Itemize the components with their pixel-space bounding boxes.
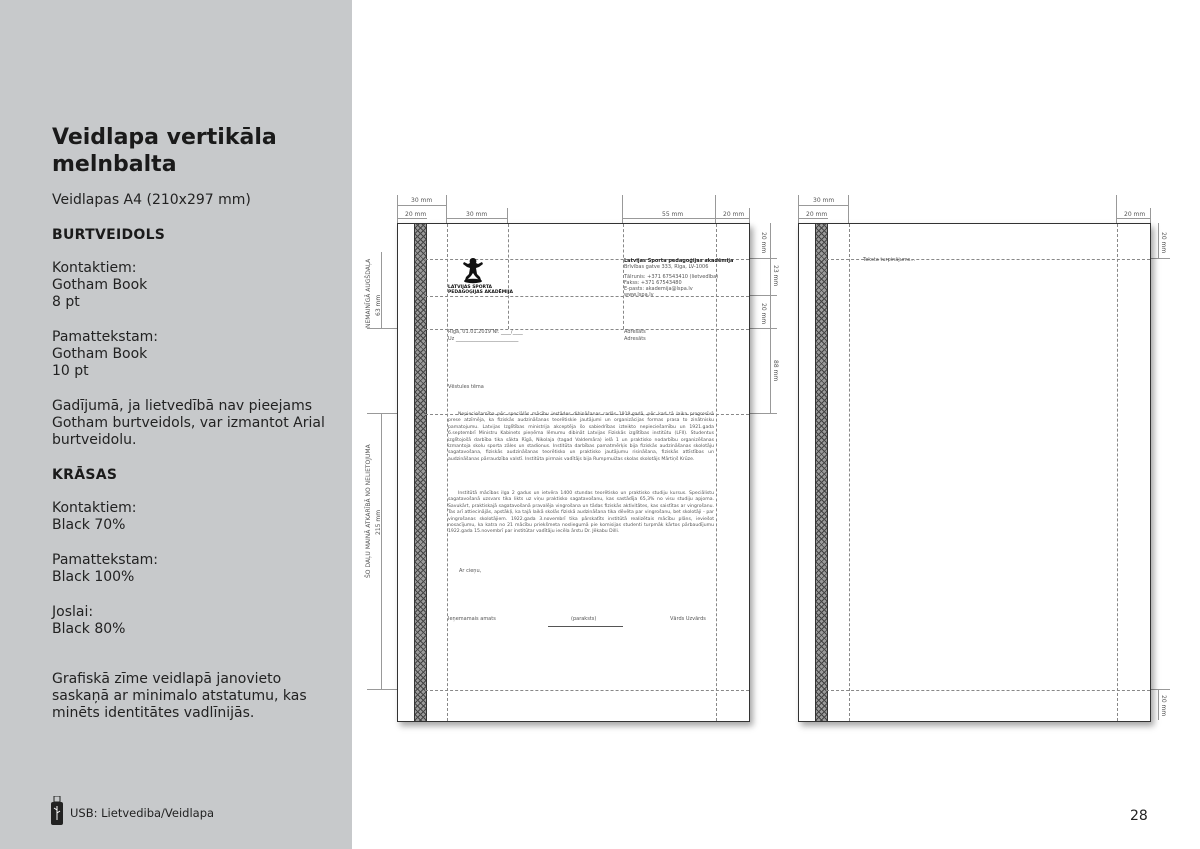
dim-line	[1116, 218, 1150, 219]
dim-tick	[749, 295, 777, 296]
dim-30mm-label: 30 mm	[813, 197, 835, 204]
usb-path-label: USB: Lietvediba/Veidlapa	[70, 806, 215, 820]
dim-20mm-label: 20 mm	[760, 232, 767, 254]
letter-paragraph-2: Institūtā mācības ilga 2 gadus un ietvēra 1400 stundas teorētisko un praktisko studiju kursus. Speciālistu sagatavošanā uzsvars tika likts uz viņu praktisko sagatavošanu, kas sastādīja 65,3% no visu studiju apjoma. Savukārt, praktiskajā sagatavošanā pravalēja vingrošana un tādas fiziskās aktivitātes, kas saistītas ar vingrošanu. Tas arī attiecinājās, apstākļi, ka tajā laikā skolās fiziskā audzināšana tika dēvēta par vingrošanu, bet skolotāji - par vingrošanas skolotājiem. 1922.gada 3.novembrī tika pārskatīts institūtā realizētais mācību plāns, ieviešot nosacījumu, ka katra no 21 mācību priekšmeta nosliegumā pie komisijas studenti turpmāk kārtos pārbaudījumu 1922.gada 15.novembrī par institūtar vadītāju iecēla ārstu Dr. Jēkabu Dilli.	[448, 491, 714, 535]
dim-215mm-label: 215 mm	[375, 509, 382, 535]
dim-63mm-label: 63 mm	[375, 294, 382, 316]
dim-20mm-label: 20 mm	[723, 211, 745, 218]
letterhead-first-page	[397, 223, 750, 722]
signer-name: Vārds Uzvārds	[670, 616, 706, 622]
dim-tick	[848, 195, 849, 223]
dim-line	[798, 218, 828, 219]
dim-tick	[1150, 689, 1170, 690]
org-email: E-pasts: akademija@lspa.lv	[624, 286, 693, 292]
decorative-stripe	[815, 224, 828, 721]
logo-text-line1: LATVIJAS SPORTA	[448, 285, 493, 290]
letter-paragraph-1: Nepieciešamība pēc speciālās mācību iestādes dibināšanas radās 1919.gadā, pēc kad tā laika progresīvā prese atzīmēja, ka fiziskās audzināšanas teorētiskie jautājumi un organizācijas formas prasa to zinātnisku pamatojumu. Latvijas Izglītības ministrija akceptēja šo sabiedrības izteikto nepieciešamību un 1921.gada 6.septembrī Ministru Kabinets pieņēma lēmumu dibināt Latvijas Fiziskās izglītības institūtu (LFII). Studentus izglītojošā darbība tika sākta Rīgā, Nikolaja (tagad Valdemāra) ielā 1 un praktisko nodarbību organizēšanas izmantoja skolu sporta zāles un stadionus. Institūta darbības pamatmērķis bija fiziskās audzināšanas skolotāju sagatavošana, fiziskās audzināšanas teorētisko un praktisko jautājumu risināšana, fiziskās attīstības un audzināšanas pārraudzība valstī. Institūta pirmais vadītājs bija Rumpmuižas skolas skolotājs Mārtiņš Krūze.	[448, 412, 714, 462]
dim-line	[622, 218, 715, 219]
dim-20mm-label: 20 mm	[760, 303, 767, 325]
page-number: 28	[1130, 808, 1148, 824]
dim-line	[397, 205, 446, 206]
dim-23mm-label: 23 mm	[772, 265, 779, 287]
margin-guide	[447, 224, 448, 721]
addressee-line1: Adresāts	[624, 329, 646, 335]
dim-55mm-label: 55 mm	[662, 211, 684, 218]
logo-text-line2: PEDAGOĢIJAS AKADĒMIJA	[448, 290, 514, 295]
letterhead-continuation-page	[798, 223, 1151, 722]
fonts-body-text: Pamattekstam: Gotham Book 10 pt	[52, 329, 159, 379]
margin-guide	[425, 296, 749, 297]
date-number-line: Rīgā, 01.01.2019 Nr. ____/____	[448, 329, 523, 335]
dim-tick	[367, 413, 397, 414]
fixed-top-label: NEMAINĪGĀ AUGŠDAĻA	[365, 258, 372, 328]
dim-88mm-label: 88 mm	[772, 360, 779, 382]
dim-20mm-label: 20 mm	[806, 211, 828, 218]
dim-tick	[1150, 258, 1170, 259]
dim-line	[770, 223, 771, 413]
logo-placement-note: Grafiskā zīme veidlapā janovieto saskaņā ar minimalo atstatumu, kas minēts identitātes vadlīnijās.	[52, 671, 307, 721]
dim-20mm-label: 20 mm	[1160, 232, 1167, 254]
letter-subject: Vēstules tēma	[448, 384, 484, 390]
dim-line	[715, 218, 749, 219]
dim-tick	[749, 413, 777, 414]
dim-line	[446, 218, 507, 219]
dim-line	[798, 205, 848, 206]
colors-contacts-text: Kontaktiem: Black 70%	[52, 500, 137, 533]
margin-guide	[716, 224, 717, 721]
dim-tick	[749, 328, 777, 329]
org-phone: Tālrunis: +371 67543410 (lietvedība)	[624, 274, 719, 280]
org-website: www.lspa.lv	[624, 292, 654, 298]
colors-heading: KRĀSAS	[52, 467, 118, 483]
dim-20mm-label: 20 mm	[1160, 695, 1167, 717]
margin-guide	[1117, 224, 1118, 721]
margin-guide	[849, 224, 850, 721]
fonts-note-text: Gadījumā, ja lietvedībā nav pieejams Gotham burtveidols, var izmantot Arial burtveidolu.	[52, 398, 325, 448]
margin-guide	[425, 690, 749, 691]
closing-line: Ar cieņu,	[459, 568, 482, 574]
dim-line	[381, 252, 382, 328]
dim-tick	[1150, 208, 1151, 223]
signer-position: Ieņemamais amats	[448, 616, 496, 622]
org-address: Brīvības gatve 333, Rīga, LV-1006	[624, 264, 709, 270]
dim-20mm-label: 20 mm	[405, 211, 427, 218]
fonts-heading: BURTVEIDOLS	[52, 227, 166, 243]
dim-20mm-label: 20 mm	[1124, 211, 1146, 218]
continuation-text: Teksta turpinājums...	[863, 257, 916, 263]
colors-body-text: Pamattekstam: Black 100%	[52, 552, 159, 585]
dim-30mm-label: 30 mm	[411, 197, 433, 204]
dim-line	[1158, 223, 1159, 258]
dim-30mm-label: 30 mm	[466, 211, 488, 218]
dim-tick	[367, 328, 397, 329]
org-fax: Fakss: +371 67543480	[624, 280, 682, 286]
dim-tick	[749, 258, 777, 259]
colors-stripes-text: Joslai: Black 80%	[52, 604, 126, 637]
dim-line	[1158, 689, 1159, 720]
format-subtitle: Veidlapas A4 (210x297 mm)	[52, 192, 251, 208]
margin-guide	[826, 690, 1150, 691]
reference-line: Uz _________________________	[448, 336, 519, 342]
signature-label: (paraksts)	[571, 616, 597, 622]
dim-line	[381, 413, 382, 689]
academy-logo	[458, 256, 488, 288]
dim-tick	[367, 689, 397, 690]
signature-line	[548, 626, 623, 627]
org-name: Latvijas Sporta pedagoģijas akadēmija	[624, 258, 734, 264]
usb-drive-icon	[50, 796, 64, 830]
decorative-stripe	[414, 224, 427, 721]
dim-tick	[507, 208, 508, 223]
dim-line	[397, 218, 427, 219]
fonts-contacts-text: Kontaktiem: Gotham Book 8 pt	[52, 260, 148, 310]
usb-path	[50, 798, 214, 828]
variable-part-label: ŠO DAĻU MAINĀ ATKARĪBĀ NO NELIETOJUMA	[365, 444, 372, 578]
sidebar	[0, 0, 352, 849]
margin-guide	[508, 224, 509, 329]
page-title: Veidlapa vertikāla melnbalta	[52, 125, 277, 177]
dim-tick	[749, 208, 750, 223]
addressee-line2: Adresāts	[624, 336, 646, 342]
